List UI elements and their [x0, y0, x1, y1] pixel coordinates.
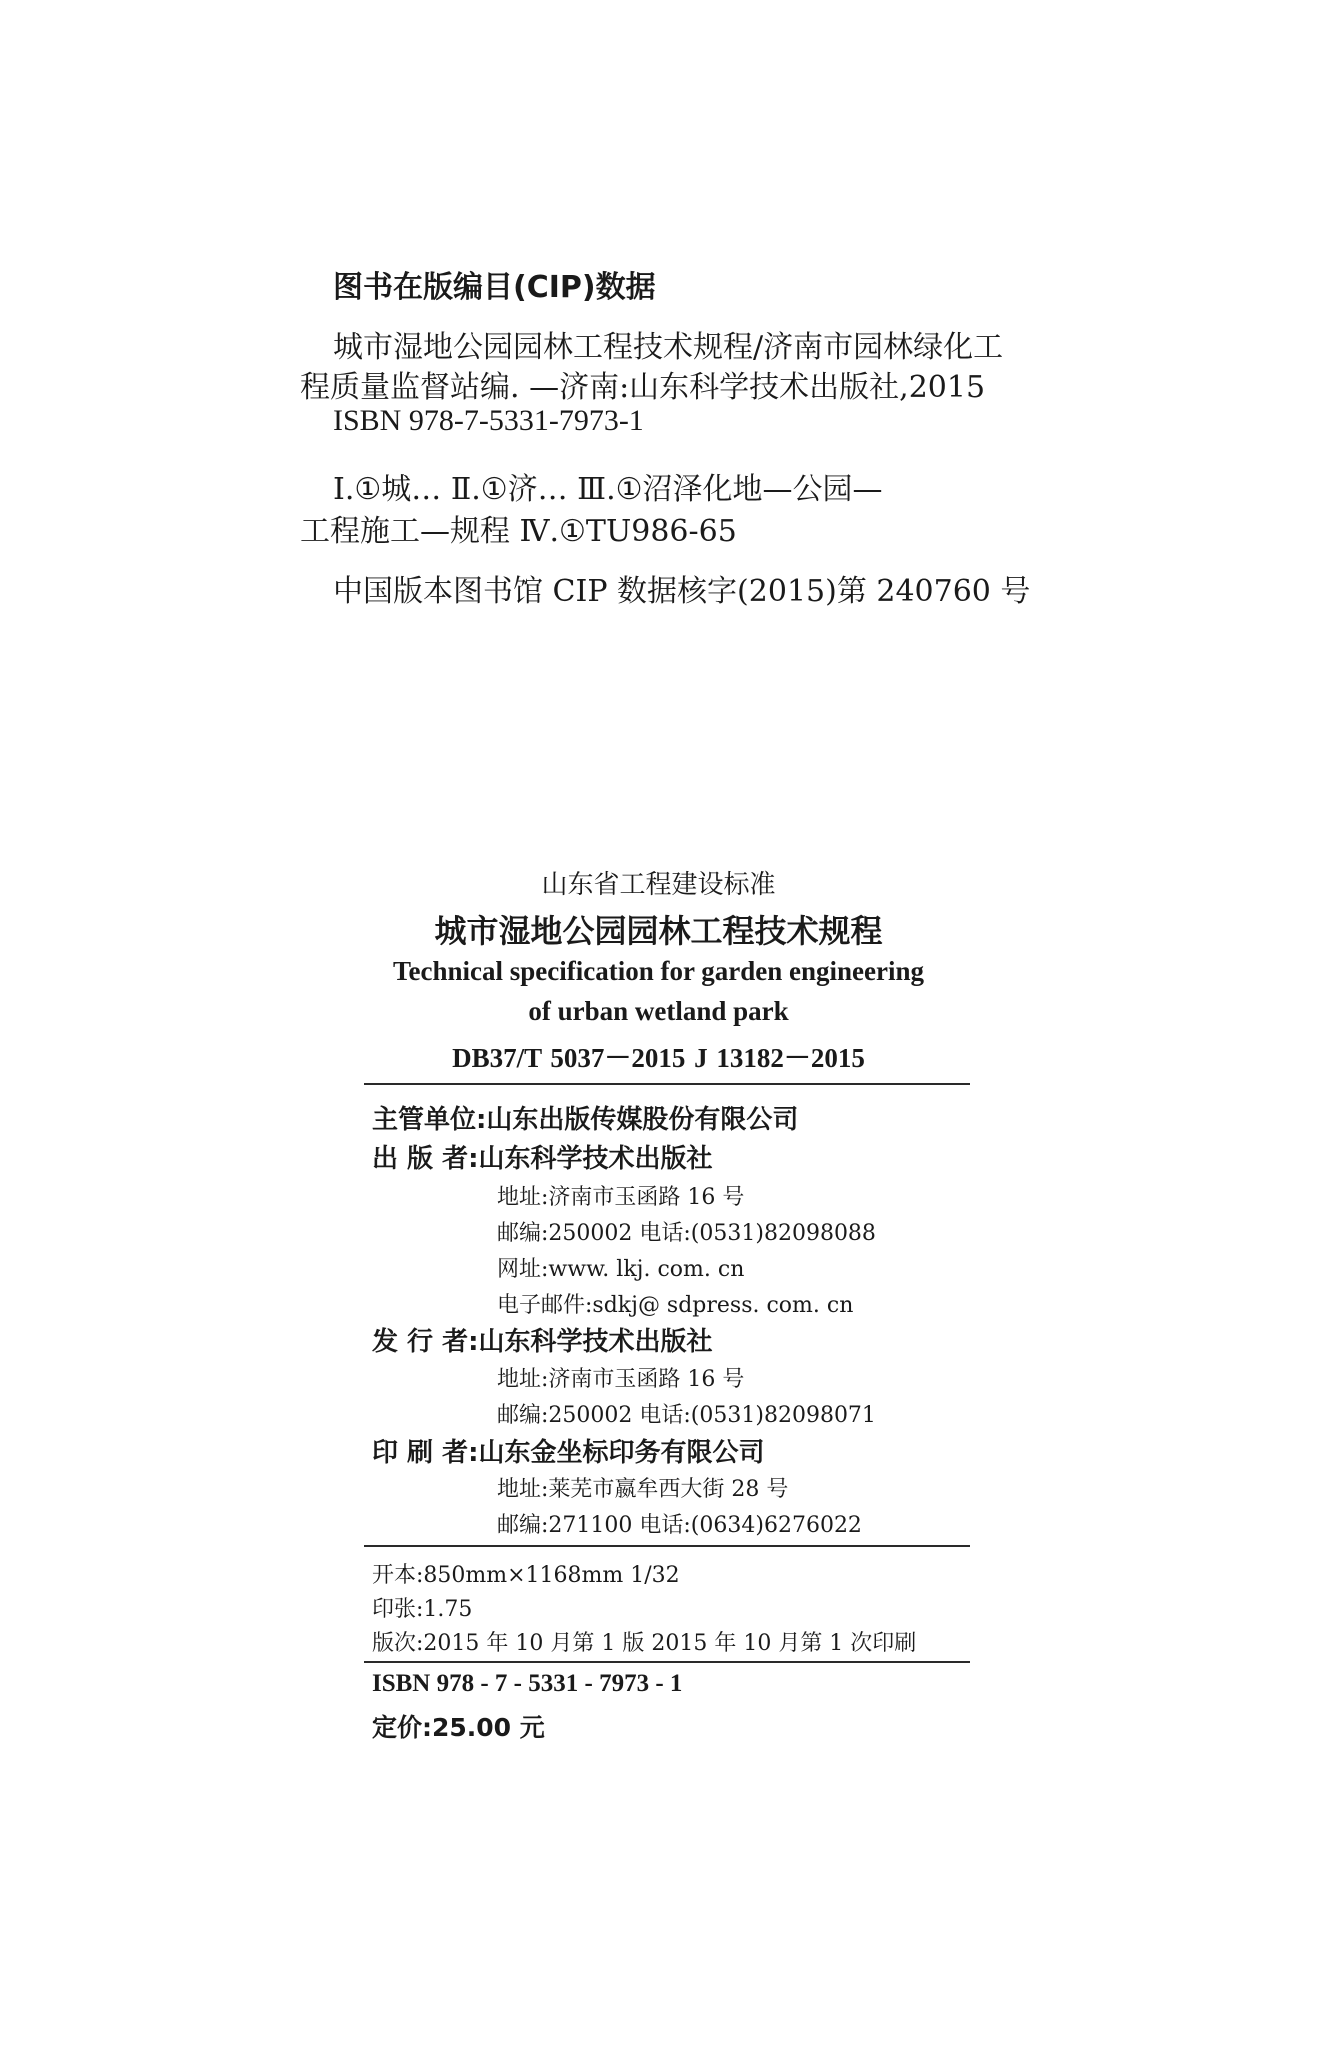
- publisher-website: 网址:www. lkj. com. cn: [497, 1257, 745, 1282]
- printer-postal-phone: 邮编:271100 电话:(0634)6276022: [497, 1513, 862, 1538]
- printer-row: 印 刷 者:山东金坐标印务有限公司: [372, 1438, 765, 1468]
- printer-address: 地址:莱芜市嬴牟西大街 28 号: [497, 1477, 789, 1502]
- cip-classification-line-2: 工程施工—规程 Ⅳ.①TU986-65: [300, 514, 737, 549]
- cip-library-record: 中国版本图书馆 CIP 数据核字(2015)第 240760 号: [333, 574, 1031, 609]
- cip-heading: 图书在版编目(CIP)数据: [333, 270, 656, 305]
- book-title: 城市湿地公园园林工程技术规程: [434, 912, 883, 950]
- standard-series: 山东省工程建设标准: [541, 870, 776, 900]
- divider-top: [364, 1083, 970, 1085]
- supervisor-row: 主管单位:山东出版传媒股份有限公司: [372, 1105, 799, 1135]
- price: 定价:25.00 元: [372, 1713, 545, 1742]
- cip-editor-line: 程质量监督站编. —济南:山东科学技术出版社,2015: [300, 370, 986, 405]
- book-title-en-1: Technical specification for garden engineering: [393, 956, 924, 986]
- publisher-email: 电子邮件:sdkj@ sdpress. com. cn: [497, 1293, 854, 1318]
- edition-info: 版次:2015 年 10 月第 1 版 2015 年 10 月第 1 次印刷: [372, 1631, 917, 1656]
- book-format: 开本:850mm×1168mm 1/32: [372, 1563, 680, 1588]
- cip-title-line: 城市湿地公园园林工程技术规程/济南市园林绿化工: [333, 330, 1004, 365]
- divider-bottom: [364, 1661, 970, 1663]
- publisher-address: 地址:济南市玉函路 16 号: [497, 1185, 745, 1210]
- publisher-postal-phone: 邮编:250002 电话:(0531)82098088: [497, 1221, 876, 1246]
- printed-sheets: 印张:1.75: [372, 1597, 473, 1622]
- publisher-row: 出 版 者:山东科学技术出版社: [372, 1144, 713, 1174]
- distributor-postal-phone: 邮编:250002 电话:(0531)82098071: [497, 1403, 876, 1428]
- divider-middle: [364, 1545, 970, 1547]
- distributor-row: 发 行 者:山东科学技术出版社: [372, 1327, 713, 1357]
- cip-isbn-line: ISBN 978-7-5331-7973-1: [333, 404, 644, 437]
- distributor-address: 地址:济南市玉函路 16 号: [497, 1367, 745, 1392]
- standard-codes: DB37/T 5037－2015 J 13182－2015: [452, 1043, 865, 1073]
- isbn-number: ISBN 978 - 7 - 5331 - 7973 - 1: [372, 1670, 683, 1697]
- cip-classification-line: Ⅰ.①城… Ⅱ.①济… Ⅲ.①沼泽化地—公园—: [333, 472, 883, 507]
- book-title-en-2: of urban wetland park: [528, 996, 789, 1026]
